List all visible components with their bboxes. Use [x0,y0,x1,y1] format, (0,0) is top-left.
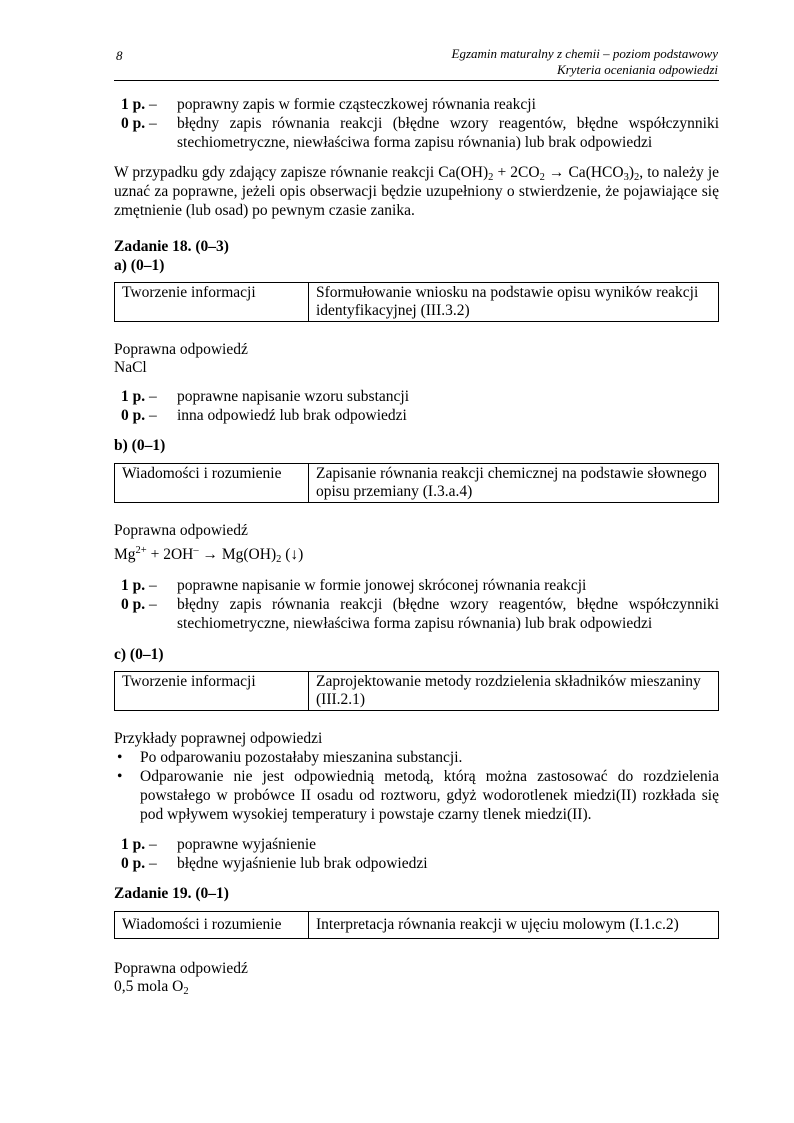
scoring-text: błędne wyjaśnienie lub brak odpowiedzi [177,855,428,872]
answer-heading: Poprawna odpowiedź [114,522,248,539]
scoring-text: poprawny zapis w formie cząsteczkowej równania reakcji [177,96,536,113]
criteria-table-18b [114,463,719,503]
scoring-text: błędny zapis równania reakcji (błędne wzory reagentów, błędne współczynniki stechiometryczne, niewłaściwa forma zapisu równania) lub brak odpowiedzi [177,596,719,632]
bullet-icon: • [117,768,123,785]
answer-examples [114,748,719,824]
bullet-icon: • [117,749,123,766]
answer-text: 0,5 mola $O_2$ [114,978,189,997]
header-divider [114,80,719,81]
requirement-description: Interpretacja równania reakcji w ujęciu molowym (I.1.c.2) [309,912,719,939]
scoring-text: poprawne napisanie w formie jonowej skróconej równania reakcji [177,577,587,594]
criteria-table-18c [114,671,719,711]
requirement-description: Sformułowanie wniosku na podstawie opisu wyników reakcji identyfikacyjnej (III.3.2) [309,283,719,322]
answer-heading: Poprawna odpowiedź [114,341,248,358]
answer-text: NaCl [114,359,147,376]
scoring-text: poprawne wyjaśnienie [177,836,317,853]
answer-heading: Poprawna odpowiedź [114,960,248,977]
task-18c-label: c) (0–1) [114,646,164,663]
answer-heading: Przykłady poprawnej odpowiedzi [114,730,323,747]
points-label: 1 p. [121,388,146,405]
list-item: • Odparowanie nie jest odpowiednią metodą, którą można zastosować do rozdzielenia powstałego w probówce II osadu od roztworu, gdyż wodorotlenek miedzi(II) rozkłada się pod wpływem wysokiej temperatury i powstaje czarny tlenek miedzi(II). [117,768,719,823]
task-18a-label: a) (0–1) [114,257,165,274]
scoring-block-18c [114,835,719,873]
scoring-row: 0 p. – błędny zapis równania reakcji (błędne wzory reagentów, błędne współczynniki stechiometryczne, niewłaściwa forma zapisu równania) lub brak odpowiedzi [121,596,719,632]
scoring-block-18b [114,576,719,633]
points-label: 1 p. [121,836,146,853]
requirement-category: Wiadomości i rozumienie [115,464,309,503]
points-label: 1 p. [121,96,146,113]
list-item: • Po odparowaniu pozostałaby mieszanina substancji. [117,749,463,766]
requirement-category: Tworzenie informacji [115,283,309,322]
scoring-row: 1 p. – poprawne napisanie wzoru substancji [114,387,719,406]
requirement-description: Zaprojektowanie metody rozdzielenia składników mieszaniny (III.2.1) [309,672,719,711]
header-subtitle: Kryteria oceniania odpowiedzi [556,62,718,77]
ionic-equation: $Mg^{2+} + 2OH^- \to Mg(OH)_2$ (↓) [114,545,304,565]
points-label: 0 p. [121,407,146,424]
task-19-title: Zadanie 19. (0–1) [114,885,229,902]
criteria-table-19 [114,911,719,939]
task-18-title: Zadanie 18. (0–3) [114,238,229,255]
points-label: 0 p. [121,596,146,613]
note-paragraph: W przypadku gdy zdający zapisze równanie reakcji $Ca(OH)_2 + 2CO_2 \to Ca(HCO_3)_2$, to należy je uznać za poprawne, jeżeli opis obserwacji będzie uzupełniony o stwierdzenie, że pojawiające się zmętnienie (lub osad) po pewnym czasie zanika. [114,164,720,219]
scoring-text: inna odpowiedź lub brak odpowiedzi [177,407,407,424]
requirement-category: Wiadomości i rozumienie [115,912,309,939]
criteria-table-18a [114,282,719,322]
scoring-row: 0 p. – błędny zapis równania reakcji (błędne wzory reagentów, błędne współczynniki stechiometryczne, niewłaściwa forma zapisu równania) lub brak odpowiedzi [121,115,719,151]
header-title: Egzamin maturalny z chemii – poziom podstawowy [451,46,718,61]
scoring-block-18a [114,387,719,425]
scoring-row: 1 p. – poprawne napisanie w formie jonowej skróconej równania reakcji [114,576,719,595]
scoring-row: 1 p. – poprawne wyjaśnienie [114,835,719,854]
requirement-description: Zapisanie równania reakcji chemicznej na podstawie słownego opisu przemiany (I.3.a.4) [309,464,719,503]
scoring-row: 0 p. – inna odpowiedź lub brak odpowiedzi [114,406,719,425]
points-label: 1 p. [121,577,146,594]
page-number: 8 [116,48,123,63]
scoring-row: 0 p. – błędne wyjaśnienie lub brak odpowiedzi [114,854,719,873]
scoring-row: 1 p. – poprawny zapis w formie cząsteczkowej równania reakcji [114,95,719,114]
points-label: 0 p. [121,855,146,872]
points-label: 0 p. [121,115,146,132]
scoring-text: błędny zapis równania reakcji (błędne wzory reagentów, błędne współczynniki stechiometryczne, niewłaściwa forma zapisu równania) lub brak odpowiedzi [177,115,719,151]
scoring-text: poprawne napisanie wzoru substancji [177,388,410,405]
task-18b-label: b) (0–1) [114,437,166,454]
requirement-category: Tworzenie informacji [115,672,309,711]
scoring-block-top [114,95,719,152]
